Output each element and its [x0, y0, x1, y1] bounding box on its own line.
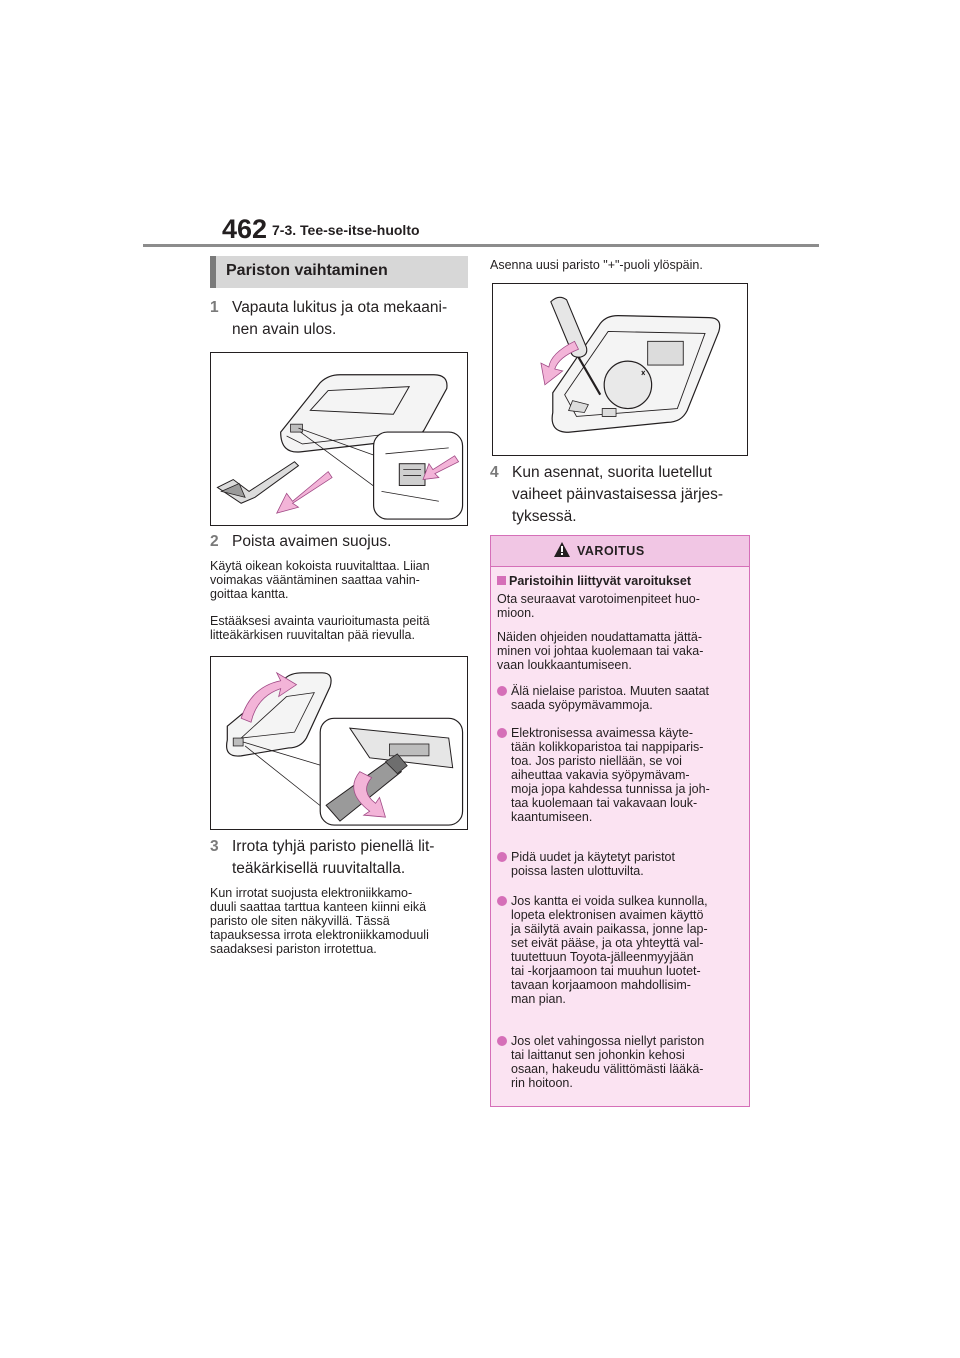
warning-line: saada syöpymävammoja.	[511, 698, 653, 712]
bullet-dot-icon	[497, 686, 507, 696]
warning-box	[490, 535, 750, 1107]
warning-line: tavaan korjaamoon mahdollisim-	[511, 978, 691, 992]
step-text-line: vaiheet päinvastaisessa järjes-	[512, 486, 724, 503]
warning-line: vaan loukkaantumiseen.	[497, 658, 632, 672]
warning-bullet	[497, 894, 747, 1008]
warning-line: tuutettuun Toyota-jälleenmyyjään	[511, 950, 694, 964]
warning-line: tai -korjaamoon tai muuhun luotet-	[511, 964, 701, 978]
note-screwdriver-size	[210, 559, 470, 601]
warning-line: rin hoitoon.	[511, 1076, 573, 1090]
warning-line: Älä nielaise paristoa. Muuten saatat	[511, 684, 710, 698]
figure-install-battery	[492, 283, 748, 456]
warning-line: moja jopa kahdessa tunnissa ja joh-	[511, 782, 710, 796]
note-line: paristo ole siten näkyvillä. Tässä	[210, 914, 390, 928]
warning-line: osaan, hakeudu välittömästi lääkä-	[511, 1062, 704, 1076]
step-number: 1	[210, 299, 219, 316]
step-text-line: Irrota tyhjä paristo pienellä lit-	[232, 838, 435, 855]
figure-remove-cover	[210, 656, 468, 830]
step-3	[210, 836, 470, 884]
warning-line: taa kuolemaan tai vakavaan louk-	[511, 796, 698, 810]
step-2	[210, 531, 470, 555]
warning-line: tään kolikkoparistoa tai nappiparis-	[511, 740, 704, 754]
step-number: 2	[210, 533, 219, 550]
bullet-dot-icon	[497, 896, 507, 906]
note-line: voimakas vääntäminen saattaa vahin-	[210, 573, 420, 587]
step-number: 3	[210, 838, 219, 855]
note-wrap-screwdriver	[210, 614, 470, 642]
warning-title: VAROITUS	[577, 544, 645, 558]
note-line: duuli saattaa tarttua kanteen kiinni eikä	[210, 900, 427, 914]
step-text-line: nen avain ulos.	[232, 321, 337, 338]
note-line: Kun irrotat suojusta elektroniikkamo-	[210, 886, 413, 900]
warning-line: aiheuttaa vakavia syöpymävam-	[511, 768, 690, 782]
section-heading	[210, 256, 468, 288]
step-number: 4	[490, 464, 499, 481]
square-marker-icon	[497, 576, 506, 585]
note-electronic-module	[210, 886, 472, 956]
key-fob-illustration	[211, 353, 467, 525]
warning-line: Elektronisessa avaimessa käyte-	[511, 726, 694, 740]
warning-line: Ota seuraavat varotoimenpiteet huo-	[497, 592, 700, 606]
bullet-dot-icon	[497, 728, 507, 738]
figure-remove-mechanical-key	[210, 352, 468, 526]
install-caption: Asenna uusi paristo "+"-puoli ylöspäin.	[490, 258, 703, 272]
warning-line: tai laittanut sen johonkin kehosi	[511, 1048, 685, 1062]
bullet-dot-icon	[497, 1036, 507, 1046]
warning-line: minen voi johtaa kuolemaan tai vaka-	[497, 644, 704, 658]
warning-line: man pian.	[511, 992, 566, 1006]
warning-line: mioon.	[497, 606, 535, 620]
section-heading-text: Pariston vaihtaminen	[226, 262, 388, 279]
warning-bullet	[497, 684, 747, 714]
warning-header	[491, 536, 749, 567]
warning-consequence	[497, 630, 747, 672]
note-line: Estääksesi avainta vaurioitumasta peitä	[210, 614, 430, 628]
warning-subheading	[497, 574, 747, 588]
note-line: goittaa kantta.	[210, 587, 289, 601]
heading-accent-bar	[210, 256, 216, 288]
note-line: saadaksesi pariston irrotettua.	[210, 942, 377, 956]
step-1	[210, 297, 470, 345]
step-4	[490, 462, 760, 530]
warning-line: poissa lasten ulottuvilta.	[511, 864, 644, 878]
warning-line: ja säilytä avain paikassa, jonne lap-	[511, 922, 708, 936]
step-text-line: tyksessä.	[512, 508, 577, 525]
warning-line: Pidä uudet ja käytetyt paristot	[511, 850, 675, 864]
page-number: 462	[222, 214, 268, 244]
warning-line: kaantumiseen.	[511, 810, 593, 824]
bullet-dot-icon	[497, 852, 507, 862]
warning-line: Jos olet vahingossa niellyt pariston	[511, 1034, 705, 1048]
note-line: litteäkärkisen ruuvitaltan pää rievulla.	[210, 628, 415, 642]
warning-line: toa. Jos paristo niellään, se voi	[511, 754, 682, 768]
warning-subheading-text: Paristoihin liittyvät varoitukset	[509, 574, 691, 588]
warning-bullet	[497, 1034, 747, 1094]
cover-removal-illustration	[211, 657, 467, 829]
step-text-line: teäkärkisellä ruuvitaltalla.	[232, 860, 406, 877]
warning-triangle-icon	[553, 541, 571, 558]
warning-line: Näiden ohjeiden noudattamatta jättä-	[497, 630, 703, 644]
warning-bullet	[497, 850, 747, 880]
step-text-line: Vapauta lukitus ja ota mekaani-	[232, 299, 448, 316]
note-line: Käytä oikean kokoista ruuvitalttaa. Liian	[210, 559, 430, 573]
warning-line: set eivät pääse, ja ota yhteyttä val-	[511, 936, 704, 950]
note-line: tapauksessa irrota elektroniikkamoduuli	[210, 928, 429, 942]
step-text-line: Kun asennat, suorita luetellut	[512, 464, 712, 481]
battery-install-illustration	[493, 284, 747, 455]
warning-bullet	[497, 726, 747, 826]
step-text-line: Poista avaimen suojus.	[232, 533, 392, 550]
header-divider	[143, 244, 819, 247]
warning-line: Jos kantta ei voida sulkea kunnolla,	[511, 894, 708, 908]
section-title: 7-3. Tee-se-itse-huolto	[272, 222, 420, 238]
warning-intro	[497, 592, 747, 620]
warning-line: lopeta elektronisen avaimen käyttö	[511, 908, 704, 922]
